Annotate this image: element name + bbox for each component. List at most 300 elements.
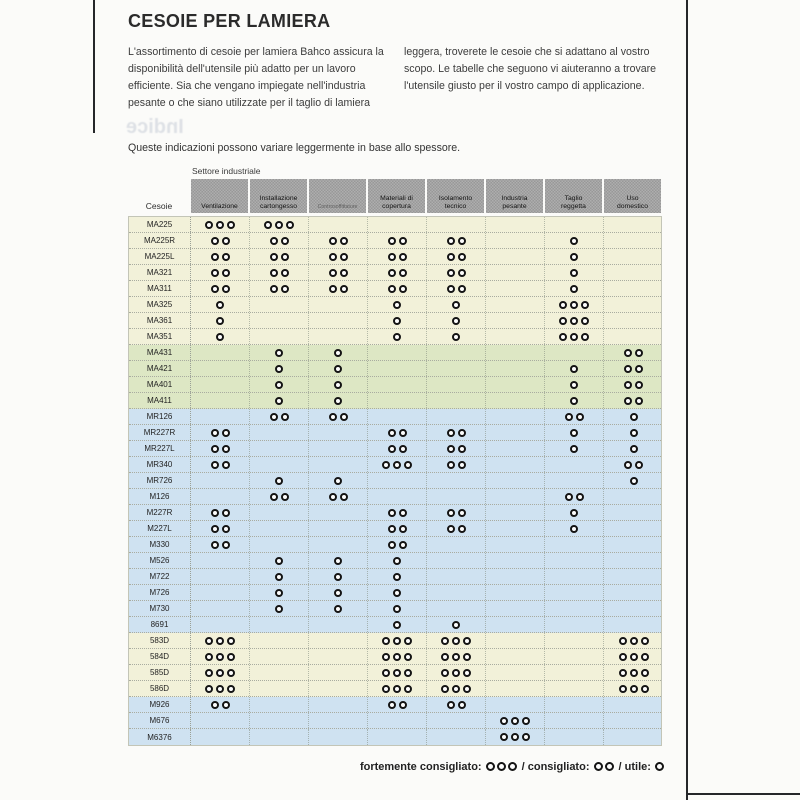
rating-cell-taglio-reggetta bbox=[545, 681, 604, 696]
rating-circle-icon bbox=[216, 653, 224, 661]
rating-cell-uso-domestico bbox=[604, 713, 663, 728]
rating-cell-ventilazione bbox=[191, 329, 250, 344]
rating-circle-icon bbox=[393, 685, 401, 693]
rating-circle-icon bbox=[624, 349, 632, 357]
rating-cell-controsoffittature bbox=[309, 553, 368, 568]
rating-circle-icon bbox=[275, 589, 283, 597]
legend-segment bbox=[360, 761, 518, 773]
intro-paragraph-left: L'assortimento di cesoie per lamiera Bahco assicura la disponibilità dell'utensile più adatto per un lavoro efficiente. Sia che vengano impiegate nell'industria pesante o che siano utilizzate per il taglio di lamiera bbox=[128, 46, 384, 109]
rating-cell-uso-domestico bbox=[604, 665, 663, 680]
rating-circle-icon bbox=[393, 301, 401, 309]
rating-cell-taglio-reggetta bbox=[545, 297, 604, 312]
rating-cell-taglio-reggetta bbox=[545, 505, 604, 520]
rating-circle-icon bbox=[211, 541, 219, 549]
rating-cell-industria-pesante bbox=[486, 553, 545, 568]
rating-cell-industria-pesante bbox=[486, 489, 545, 504]
table-row bbox=[129, 329, 661, 345]
sector-group-label: Settore industriale bbox=[192, 166, 261, 176]
rating-cell-installazione-cartongesso bbox=[250, 233, 309, 248]
rating-circle-icon bbox=[275, 365, 283, 373]
rating-circle-icon bbox=[334, 381, 342, 389]
rating-circle-icon bbox=[508, 762, 517, 771]
rating-cell-uso-domestico bbox=[604, 585, 663, 600]
rating-circle-icon bbox=[655, 762, 664, 771]
row-label-584d: 584D bbox=[129, 649, 191, 664]
rating-circle-icon bbox=[570, 509, 578, 517]
rating-cell-controsoffittature bbox=[309, 313, 368, 328]
rating-cell-controsoffittature bbox=[309, 281, 368, 296]
rating-cell-industria-pesante bbox=[486, 665, 545, 680]
rating-cell-installazione-cartongesso bbox=[250, 281, 309, 296]
rating-circle-icon bbox=[630, 477, 638, 485]
rating-cell-installazione-cartongesso bbox=[250, 633, 309, 648]
rating-cell-uso-domestico bbox=[604, 569, 663, 584]
rating-cell-materiali-di-copertura bbox=[368, 393, 427, 408]
rating-cell-isolamento-tecnico bbox=[427, 585, 486, 600]
table-row bbox=[129, 729, 661, 745]
rating-circle-icon bbox=[458, 525, 466, 533]
rating-cell-uso-domestico bbox=[604, 377, 663, 392]
rating-cell-installazione-cartongesso bbox=[250, 505, 309, 520]
rating-cell-controsoffittature bbox=[309, 601, 368, 616]
rating-cell-uso-domestico bbox=[604, 633, 663, 648]
rating-circle-icon bbox=[594, 762, 603, 771]
rating-cell-installazione-cartongesso bbox=[250, 409, 309, 424]
column-header-block bbox=[427, 179, 484, 213]
rating-circle-icon bbox=[458, 253, 466, 261]
rating-cell-isolamento-tecnico bbox=[427, 409, 486, 424]
rating-cell-taglio-reggetta bbox=[545, 393, 604, 408]
rating-circle-icon bbox=[570, 333, 578, 341]
rating-circle-icon bbox=[441, 637, 449, 645]
row-label-585d: 585D bbox=[129, 665, 191, 680]
rating-circle-icon bbox=[270, 253, 278, 261]
rating-circle-icon bbox=[399, 445, 407, 453]
row-label-ma325: MA325 bbox=[129, 297, 191, 312]
row-label-m330: M330 bbox=[129, 537, 191, 552]
rating-circle-icon bbox=[630, 653, 638, 661]
rating-cell-uso-domestico bbox=[604, 297, 663, 312]
rating-cell-materiali-di-copertura bbox=[368, 217, 427, 232]
rating-cell-ventilazione bbox=[191, 505, 250, 520]
rating-circle-icon bbox=[570, 365, 578, 373]
rating-circle-icon bbox=[329, 269, 337, 277]
rating-circle-icon bbox=[227, 653, 235, 661]
rating-circle-icon bbox=[275, 221, 283, 229]
rating-cell-uso-domestico bbox=[604, 729, 663, 745]
rating-cell-ventilazione bbox=[191, 553, 250, 568]
rating-circle-icon bbox=[463, 685, 471, 693]
rating-cell-taglio-reggetta bbox=[545, 345, 604, 360]
rating-circle-icon bbox=[393, 669, 401, 677]
rating-cell-taglio-reggetta bbox=[545, 601, 604, 616]
row-label-ma411: MA411 bbox=[129, 393, 191, 408]
rating-cell-controsoffittature bbox=[309, 345, 368, 360]
rating-circle-icon bbox=[570, 317, 578, 325]
rating-cell-industria-pesante bbox=[486, 329, 545, 344]
rating-circle-icon bbox=[458, 461, 466, 469]
rating-circle-icon bbox=[463, 637, 471, 645]
rating-cell-industria-pesante bbox=[486, 681, 545, 696]
rating-cell-installazione-cartongesso bbox=[250, 297, 309, 312]
rating-circle-icon bbox=[329, 413, 337, 421]
rating-cell-uso-domestico bbox=[604, 281, 663, 296]
rating-cell-isolamento-tecnico bbox=[427, 681, 486, 696]
rating-cell-uso-domestico bbox=[604, 313, 663, 328]
rating-cell-installazione-cartongesso bbox=[250, 217, 309, 232]
rating-cell-materiali-di-copertura bbox=[368, 265, 427, 280]
rating-cell-materiali-di-copertura bbox=[368, 681, 427, 696]
rating-cell-industria-pesante bbox=[486, 649, 545, 664]
rating-circle-icon bbox=[227, 685, 235, 693]
rating-cell-installazione-cartongesso bbox=[250, 649, 309, 664]
rating-circle-icon bbox=[570, 285, 578, 293]
row-label-m926: M926 bbox=[129, 697, 191, 712]
rating-circle-icon bbox=[275, 397, 283, 405]
rating-circle-icon bbox=[393, 589, 401, 597]
rating-circle-icon bbox=[605, 762, 614, 771]
rating-circle-icon bbox=[630, 429, 638, 437]
rating-cell-isolamento-tecnico bbox=[427, 553, 486, 568]
rating-cell-isolamento-tecnico bbox=[427, 665, 486, 680]
rating-circle-icon bbox=[222, 285, 230, 293]
rating-cell-ventilazione bbox=[191, 473, 250, 488]
rating-circle-icon bbox=[334, 589, 342, 597]
rating-circle-icon bbox=[275, 477, 283, 485]
rating-circle-icon bbox=[635, 461, 643, 469]
rating-cell-uso-domestico bbox=[604, 361, 663, 376]
rating-cell-materiali-di-copertura bbox=[368, 297, 427, 312]
rating-cell-industria-pesante bbox=[486, 505, 545, 520]
table-row bbox=[129, 553, 661, 569]
rating-cell-ventilazione bbox=[191, 681, 250, 696]
rating-cell-ventilazione bbox=[191, 713, 250, 728]
rating-cell-ventilazione bbox=[191, 697, 250, 712]
rating-circle-icon bbox=[399, 429, 407, 437]
rating-circle-icon bbox=[388, 253, 396, 261]
rating-circle-icon bbox=[404, 653, 412, 661]
rating-circle-icon bbox=[404, 461, 412, 469]
rating-circle-icon bbox=[388, 701, 396, 709]
rating-circle-icon bbox=[581, 301, 589, 309]
rating-circle-icon bbox=[264, 221, 272, 229]
rating-circle-icon bbox=[205, 685, 213, 693]
rating-circle-icon bbox=[211, 445, 219, 453]
rating-cell-installazione-cartongesso bbox=[250, 457, 309, 472]
rating-circle-icon bbox=[641, 685, 649, 693]
row-label-m526: M526 bbox=[129, 553, 191, 568]
rating-circle-icon bbox=[399, 509, 407, 517]
rating-cell-industria-pesante bbox=[486, 729, 545, 745]
rating-cell-controsoffittature bbox=[309, 409, 368, 424]
rating-cell-industria-pesante bbox=[486, 345, 545, 360]
rating-cell-materiali-di-copertura bbox=[368, 553, 427, 568]
rating-circle-icon bbox=[211, 509, 219, 517]
row-label-ma421: MA421 bbox=[129, 361, 191, 376]
row-label-m726: M726 bbox=[129, 585, 191, 600]
rating-circle-icon bbox=[630, 637, 638, 645]
rating-cell-installazione-cartongesso bbox=[250, 569, 309, 584]
rating-cell-controsoffittature bbox=[309, 665, 368, 680]
row-label-m227r: M227R bbox=[129, 505, 191, 520]
table-row bbox=[129, 393, 661, 409]
rating-cell-materiali-di-copertura bbox=[368, 281, 427, 296]
rating-cell-uso-domestico bbox=[604, 345, 663, 360]
table-row bbox=[129, 265, 661, 281]
rating-circle-icon bbox=[511, 717, 519, 725]
rating-circle-icon bbox=[500, 717, 508, 725]
rating-circle-icon bbox=[565, 493, 573, 501]
rating-cell-taglio-reggetta bbox=[545, 553, 604, 568]
rating-circle-icon bbox=[458, 269, 466, 277]
rating-cell-isolamento-tecnico bbox=[427, 329, 486, 344]
rating-cell-uso-domestico bbox=[604, 681, 663, 696]
rating-cell-ventilazione bbox=[191, 729, 250, 745]
rating-cell-ventilazione bbox=[191, 665, 250, 680]
rating-cell-industria-pesante bbox=[486, 409, 545, 424]
rating-cell-ventilazione bbox=[191, 425, 250, 440]
rating-cell-taglio-reggetta bbox=[545, 713, 604, 728]
rating-circle-icon bbox=[576, 413, 584, 421]
rating-circle-icon bbox=[388, 509, 396, 517]
rating-circle-icon bbox=[222, 253, 230, 261]
rating-circle-icon bbox=[393, 317, 401, 325]
rating-circle-icon bbox=[399, 253, 407, 261]
rating-circle-icon bbox=[463, 653, 471, 661]
rating-circle-icon bbox=[222, 461, 230, 469]
rating-circle-icon bbox=[211, 701, 219, 709]
rating-cell-materiali-di-copertura bbox=[368, 409, 427, 424]
rating-cell-taglio-reggetta bbox=[545, 265, 604, 280]
page-title: CESOIE PER LAMIERA bbox=[128, 11, 331, 31]
rating-circle-icon bbox=[559, 333, 567, 341]
rating-circle-icon bbox=[441, 685, 449, 693]
rating-circle-icon bbox=[275, 573, 283, 581]
row-label-ma401: MA401 bbox=[129, 377, 191, 392]
rating-cell-installazione-cartongesso bbox=[250, 681, 309, 696]
rating-circle-icon bbox=[222, 429, 230, 437]
rating-circle-icon bbox=[452, 653, 460, 661]
rating-cell-uso-domestico bbox=[604, 457, 663, 472]
rating-cell-materiali-di-copertura bbox=[368, 585, 427, 600]
rating-circle-icon bbox=[619, 685, 627, 693]
rating-cell-installazione-cartongesso bbox=[250, 441, 309, 456]
row-label-ma431: MA431 bbox=[129, 345, 191, 360]
rating-cell-industria-pesante bbox=[486, 425, 545, 440]
rating-circle-icon bbox=[641, 653, 649, 661]
rating-cell-uso-domestico bbox=[604, 537, 663, 552]
rating-cell-materiali-di-copertura bbox=[368, 569, 427, 584]
table-row bbox=[129, 697, 661, 713]
rating-cell-ventilazione bbox=[191, 617, 250, 632]
rating-cell-installazione-cartongesso bbox=[250, 617, 309, 632]
table-row bbox=[129, 617, 661, 633]
rating-cell-installazione-cartongesso bbox=[250, 601, 309, 616]
rating-cell-materiali-di-copertura bbox=[368, 665, 427, 680]
row-label-ma311: MA311 bbox=[129, 281, 191, 296]
rating-circle-icon bbox=[452, 637, 460, 645]
row-label-m227l: M227L bbox=[129, 521, 191, 536]
rating-cell-industria-pesante bbox=[486, 265, 545, 280]
rating-cell-controsoffittature bbox=[309, 297, 368, 312]
rating-circle-icon bbox=[340, 285, 348, 293]
rating-cell-ventilazione bbox=[191, 233, 250, 248]
rating-cell-uso-domestico bbox=[604, 409, 663, 424]
rating-circle-icon bbox=[393, 621, 401, 629]
column-header-block bbox=[604, 179, 661, 213]
rating-cell-installazione-cartongesso bbox=[250, 313, 309, 328]
rating-circle-icon bbox=[522, 717, 530, 725]
rating-circle-icon bbox=[281, 237, 289, 245]
rating-circle-icon bbox=[340, 253, 348, 261]
rating-circle-icon bbox=[452, 317, 460, 325]
rating-cell-taglio-reggetta bbox=[545, 329, 604, 344]
rating-cell-industria-pesante bbox=[486, 233, 545, 248]
rating-cell-taglio-reggetta bbox=[545, 361, 604, 376]
column-header-block bbox=[545, 179, 602, 213]
rating-cell-materiali-di-copertura bbox=[368, 345, 427, 360]
rating-circle-icon bbox=[222, 541, 230, 549]
rating-circle-icon bbox=[399, 285, 407, 293]
rating-cell-materiali-di-copertura bbox=[368, 425, 427, 440]
table-row bbox=[129, 505, 661, 521]
rating-cell-isolamento-tecnico bbox=[427, 489, 486, 504]
table-row bbox=[129, 681, 661, 697]
rating-circle-icon bbox=[452, 333, 460, 341]
rating-cell-controsoffittature bbox=[309, 361, 368, 376]
rating-circle-icon bbox=[222, 509, 230, 517]
rating-cell-uso-domestico bbox=[604, 489, 663, 504]
rating-cell-taglio-reggetta bbox=[545, 697, 604, 712]
table-row bbox=[129, 281, 661, 297]
rating-cell-installazione-cartongesso bbox=[250, 265, 309, 280]
rating-cell-isolamento-tecnico bbox=[427, 649, 486, 664]
rating-cell-ventilazione bbox=[191, 601, 250, 616]
column-header-industria-pesante bbox=[485, 179, 544, 213]
rating-circle-icon bbox=[570, 237, 578, 245]
rating-circle-icon bbox=[222, 525, 230, 533]
column-header-label: Controsoffittature bbox=[317, 204, 358, 210]
rating-circle-icon bbox=[497, 762, 506, 771]
rating-circle-icon bbox=[281, 285, 289, 293]
rating-circle-icon bbox=[393, 573, 401, 581]
rating-cell-ventilazione bbox=[191, 441, 250, 456]
rating-cell-ventilazione bbox=[191, 377, 250, 392]
table-row bbox=[129, 249, 661, 265]
rating-circle-icon bbox=[463, 669, 471, 677]
row-label-ma225r: MA225R bbox=[129, 233, 191, 248]
rating-cell-isolamento-tecnico bbox=[427, 249, 486, 264]
rating-circle-icon bbox=[388, 429, 396, 437]
rating-cell-uso-domestico bbox=[604, 425, 663, 440]
column-header-block bbox=[368, 179, 425, 213]
rating-cell-controsoffittature bbox=[309, 585, 368, 600]
rating-circle-icon bbox=[382, 461, 390, 469]
rating-cell-controsoffittature bbox=[309, 697, 368, 712]
rating-cell-ventilazione bbox=[191, 265, 250, 280]
rating-circle-icon bbox=[227, 637, 235, 645]
rating-cell-taglio-reggetta bbox=[545, 729, 604, 745]
rating-cell-taglio-reggetta bbox=[545, 569, 604, 584]
rating-circle-icon bbox=[570, 253, 578, 261]
rating-cell-controsoffittature bbox=[309, 473, 368, 488]
rating-cell-ventilazione bbox=[191, 361, 250, 376]
rating-circle-icon bbox=[275, 557, 283, 565]
rating-circle-icon bbox=[340, 493, 348, 501]
rating-circle-icon bbox=[216, 333, 224, 341]
row-label-mr126: MR126 bbox=[129, 409, 191, 424]
rating-cell-ventilazione bbox=[191, 537, 250, 552]
rating-cell-uso-domestico bbox=[604, 553, 663, 568]
rating-cell-uso-domestico bbox=[604, 233, 663, 248]
rating-cell-installazione-cartongesso bbox=[250, 249, 309, 264]
rating-circle-icon bbox=[452, 669, 460, 677]
row-label-m730: M730 bbox=[129, 601, 191, 616]
rating-circle-icon bbox=[388, 237, 396, 245]
rating-circle-icon bbox=[522, 733, 530, 741]
rating-cell-uso-domestico bbox=[604, 217, 663, 232]
column-header-uso-domestico bbox=[603, 179, 662, 213]
table-row bbox=[129, 441, 661, 457]
table-row bbox=[129, 665, 661, 681]
rating-cell-controsoffittature bbox=[309, 265, 368, 280]
rating-circle-icon bbox=[211, 269, 219, 277]
rating-circle-icon bbox=[635, 349, 643, 357]
rating-circle-icon bbox=[270, 493, 278, 501]
rating-cell-isolamento-tecnico bbox=[427, 281, 486, 296]
rating-circle-icon bbox=[329, 285, 337, 293]
column-header-ventilazione bbox=[190, 179, 249, 213]
rating-cell-ventilazione bbox=[191, 217, 250, 232]
rating-circle-icon bbox=[641, 637, 649, 645]
table-row bbox=[129, 649, 661, 665]
rating-circle-icon bbox=[399, 701, 407, 709]
rating-circle-icon bbox=[205, 669, 213, 677]
table-row bbox=[129, 361, 661, 377]
rating-cell-controsoffittature bbox=[309, 425, 368, 440]
rating-cell-ventilazione bbox=[191, 489, 250, 504]
rating-cell-isolamento-tecnico bbox=[427, 601, 486, 616]
rating-cell-taglio-reggetta bbox=[545, 633, 604, 648]
rating-circle-icon bbox=[559, 317, 567, 325]
rating-cell-controsoffittature bbox=[309, 569, 368, 584]
rating-circle-icon bbox=[581, 317, 589, 325]
rating-circle-icon bbox=[227, 669, 235, 677]
rating-cell-uso-domestico bbox=[604, 265, 663, 280]
rating-cell-taglio-reggetta bbox=[545, 665, 604, 680]
rating-circle-icon bbox=[340, 269, 348, 277]
rating-cell-materiali-di-copertura bbox=[368, 537, 427, 552]
rating-cell-materiali-di-copertura bbox=[368, 473, 427, 488]
rating-circle-icon bbox=[447, 509, 455, 517]
rating-cell-industria-pesante bbox=[486, 393, 545, 408]
row-label-ma225: MA225 bbox=[129, 217, 191, 232]
row-label-mr227r: MR227R bbox=[129, 425, 191, 440]
row-label-mr227l: MR227L bbox=[129, 441, 191, 456]
rating-cell-taglio-reggetta bbox=[545, 489, 604, 504]
page-border-right bbox=[686, 0, 688, 800]
rating-cell-taglio-reggetta bbox=[545, 617, 604, 632]
rating-circle-icon bbox=[458, 285, 466, 293]
table-row bbox=[129, 409, 661, 425]
rating-circle-icon bbox=[270, 285, 278, 293]
rating-cell-controsoffittature bbox=[309, 633, 368, 648]
rating-circle-icon bbox=[619, 669, 627, 677]
table-row bbox=[129, 217, 661, 233]
rating-cell-controsoffittature bbox=[309, 329, 368, 344]
rating-cell-taglio-reggetta bbox=[545, 233, 604, 248]
rating-circle-icon bbox=[565, 413, 573, 421]
